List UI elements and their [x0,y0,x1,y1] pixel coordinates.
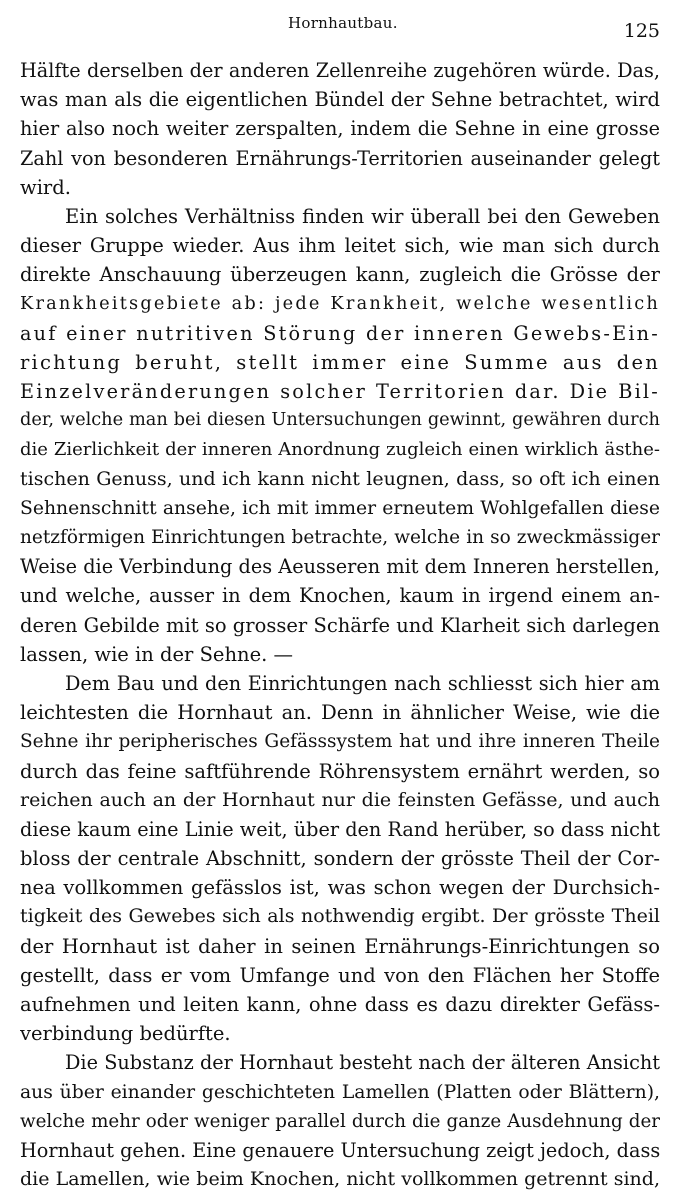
text-line: hier also noch weiter zerspalten, indem die Sehne in eine grosse [20,117,660,141]
text-line: welche mehr oder weniger parallel durch die ganze Ausdehnung der [20,1110,660,1132]
text-line: lassen, wie in der Sehne. — [20,642,294,666]
text-line: deren Gebilde mit so grosser Schärfe und Klarheit sich darlegen [20,613,660,637]
text-line: Einzelveränderungen solcher Territorien dar. Die Bil- [20,380,660,404]
text-line: diese kaum eine Linie weit, über den Rand herüber, so dass nicht [20,817,660,841]
text-line: aufnehmen und leiten kann, ohne dass es dazu direkter Gefäss- [20,993,660,1016]
text-line: und welche, ausser in dem Knochen, kaum in irgend einem an- [20,584,660,608]
text-line: aus über einander geschichteten Lamellen (Platten oder Blättern), [20,1081,660,1103]
text-line: die Lamellen, wie beim Knochen, nicht vollkommen getrennt sind, [20,1168,660,1191]
text-line: tigkeit des Gewebes sich als nothwendig ergibt. Der grösste Theil [20,905,660,928]
text-line: Zahl von besonderen Ernährungs-Territorien auseinander gelegt [20,146,660,170]
text-line: Hälfte derselben der anderen Zellenreihe zugehören würde. Das, [20,59,660,82]
text-line: auf einer nutritiven Störung der inneren Gewebs-Ein- [20,321,660,345]
text-line: leichtesten die Hornhaut an. Denn in ähnlicher Weise, wie die [20,701,660,725]
text-line: Ein solches Verhältniss finden wir überall bei den Geweben [65,204,660,228]
text-line: netzförmigen Einrichtungen betrachte, welche in so zweckmässiger [20,527,660,548]
text-line: Sehne ihr peripherisches Gefässsystem hat und ihre inneren Theile [20,731,660,753]
text-line: reichen auch an der Hornhaut nur die feinsten Gefässe, und auch [20,788,660,811]
text-line: direkte Anschauung überzeugen kann, zugleich die Grösse der [20,263,660,287]
text-line: Weise die Verbindung des Aeusseren mit dem Inneren herstellen, [20,555,660,579]
text-line: nea vollkommen gefässlos ist, was schon wegen der Durchsich- [20,876,660,900]
text-line: Dem Bau und den Einrichtungen nach schliesst sich hier am [65,671,660,695]
text-line: gestellt, dass er vom Umfange und von den Flächen her Stoffe [20,963,660,987]
text-line: Hornhaut gehen. Eine genauere Untersuchung zeigt jedoch, dass [20,1138,660,1162]
text-line: tischen Genuss, und ich kann nicht leugnen, dass, so oft ich einen [20,467,660,490]
text-line: dieser Gruppe wieder. Aus ihm leitet sich, wie man sich durch [20,234,660,258]
text-line: durch das feine saftführende Röhrensystem ernährt werden, so [20,759,660,783]
running-title: Hornhautbau. [288,14,398,32]
text-line: Krankheitsgebiete ab: jede Krankheit, welche wesentlich [20,293,660,314]
text-line: Sehnenschnitt ansehe, ich mit immer erneutem Wohlgefallen diese [20,497,660,519]
text-line: die Zierlichkeit der inneren Anordnung zugleich einen wirklich ästhe- [20,439,660,461]
text-line: der Hornhaut ist daher in seinen Ernährungs-Einrichtungen so [20,934,660,958]
body-text [20,56,660,1194]
text-line: wird. [20,175,71,199]
text-line: bloss der centrale Abschnitt, sondern der grösste Theil der Cor- [20,847,660,871]
text-line: verbindung bedürfte. [20,1022,231,1046]
text-line: was man als die eigentlichen Bündel der Sehne betrachtet, wird [20,88,660,112]
text-line: Die Substanz der Hornhaut besteht nach der älteren Ansicht [65,1051,660,1075]
text-line: richtung beruht, stellt immer eine Summe aus den [20,350,660,374]
page-number: 125 [623,20,660,42]
text-line: der, welche man bei diesen Untersuchungen gewinnt, gewähren durch [20,410,660,431]
